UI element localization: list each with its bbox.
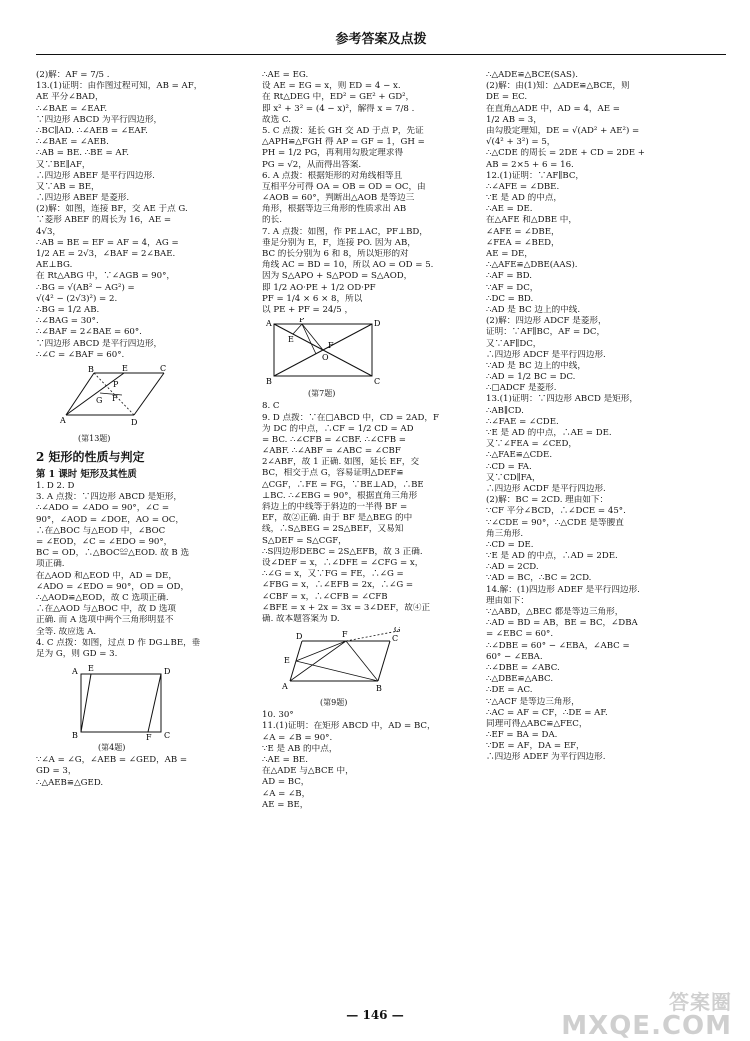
text-line: = ∠EOD，∠C = ∠EDO = 90°， — [36, 537, 173, 548]
text-line: ∴∠FAE = ∠CDE. — [486, 416, 559, 427]
text-line: ∴BC∥AD. ∴∠AEB = ∠EAF. — [36, 125, 148, 136]
text-line: 又∵∠FEA = ∠CED， — [486, 439, 578, 450]
text-line: 又∵AB = BE， — [36, 181, 100, 192]
text-line: ∴AD 是 BC 边上的中线. — [486, 304, 581, 315]
text-line: ∴△AOD≌△EOD，故 C 选项正确. — [36, 592, 169, 603]
answer-block — [36, 481, 268, 660]
text-line: 正确. 而 A 选项中两个三角形明显不 — [36, 615, 174, 626]
text-line: 全等. 故应选 A. — [36, 626, 97, 637]
text-line: 13.(1)证明：∵四边形 ABCD 是矩形， — [486, 394, 638, 405]
text-line: BC，相交于点 G，容易证明△DEF≌ — [262, 468, 404, 479]
figure-13 — [36, 363, 268, 444]
text-line: 1/2 AB = 3， — [486, 114, 542, 125]
svg-text:F: F — [328, 341, 334, 351]
section-title: 2 矩形的性质与判定 — [36, 450, 145, 465]
svg-text:F: F — [342, 630, 348, 640]
text-line: ∴DC = BD. — [486, 293, 534, 304]
text-line: ∴△DBE≌△ABC. — [486, 674, 554, 685]
svg-text:B: B — [376, 684, 382, 694]
text-line: ∴∠ADO = ∠ADO = 90°，∠C = — [36, 503, 170, 514]
text-line: = ∠EBC = 60°. — [486, 629, 554, 640]
column-2 — [262, 70, 484, 980]
text-line: 5. C 点拨：延长 GH 交 AD 于点 P，先证 — [262, 125, 424, 136]
svg-text:A: A — [72, 667, 78, 677]
text-line: 4. C 点拨：如图，过点 D 作 DG⊥BE，垂 — [36, 637, 201, 648]
text-line: 即 1/2 AO·PE + 1/2 OD·PF — [262, 282, 376, 293]
text-line: ∴CD = DE. — [486, 539, 534, 550]
text-line: ∴∠AFE = ∠DBE. — [486, 181, 560, 192]
text-line: ∴△AEB≌△GED. — [36, 777, 104, 788]
text-line: 2∠ABF，故 1 正确. 如图，延长 EF，交 — [262, 457, 420, 468]
text-line: ∴EF = BA = DA. — [486, 730, 558, 741]
text-line: 角线 AC = BD = 10，所以 AO = OD = 5. — [262, 260, 434, 271]
text-line: ∴DE = AC. — [486, 685, 533, 696]
text-line: 60° − ∠EBA. — [486, 651, 543, 662]
svg-text:D: D — [164, 667, 171, 677]
text-line: ∴AE = DE. — [486, 204, 533, 215]
svg-text:C: C — [392, 634, 399, 644]
text-line: ∴△AFE≌△DBE(AAS). — [486, 260, 578, 271]
text-line: ∵△ABD，△BEC 都是等边三角形， — [486, 607, 624, 617]
svg-text:D: D — [131, 417, 138, 427]
text-line: = BC. ∴∠CFB = ∠CBF. ∴∠CFB = — [262, 434, 406, 445]
text-line: √(4² − (2√3)²) = 2. — [36, 293, 118, 304]
text-line: ∵CF 平分∠BCD，∴∠DCE = 45°. — [486, 506, 626, 517]
text-line: 7. A 点拨：如图，作 PE⊥AC，PF⊥BD， — [262, 226, 428, 237]
text-line: 4√3， — [36, 226, 62, 237]
text-line: ∴四边形 ADEF 为平行四边形. — [486, 752, 606, 763]
text-line: ∴AE = BE. — [262, 755, 308, 766]
page-number: — 146 — — [346, 1008, 404, 1022]
text-line: AB = 2×5 + 6 = 16. — [486, 159, 574, 170]
text-line: 即 x² + 3² = (4 − x)²，解得 x = 7/8 . — [262, 103, 415, 114]
text-line: 设 AE = EG = x，则 ED = 4 − x. — [262, 81, 401, 92]
text-line: 3. A 点拨：∵四边形 ABCD 是矩形， — [36, 492, 183, 503]
text-line: ∠FBG = x，∴∠EFB = 2x，∴∠G = — [262, 580, 414, 591]
text-line: ∠ABF. ∴∠ABF = ∠ABC = ∠CBF — [262, 446, 401, 457]
text-line: 在 Rt△DEG 中，ED² = GE² + GD²， — [262, 92, 415, 103]
page-header — [36, 28, 726, 58]
figure-9 — [262, 627, 484, 708]
svg-text:G: G — [394, 627, 401, 635]
text-line: ∠A = ∠B = 90°. — [262, 732, 333, 743]
text-line: ∴∠DBE = 60° − ∠EBA，∠ABC = — [486, 640, 630, 651]
text-line: ∠AFE = ∠DBE， — [486, 226, 560, 237]
svg-text:C: C — [164, 731, 171, 741]
text-line: ∴AC = AF = CF，∴DE = AF. — [486, 707, 608, 718]
answer-block — [486, 70, 722, 764]
text-line: ∴在△BOC 与△EOD 中，∠BOC — [36, 525, 166, 536]
text-line: ∴AD = 1/2 BC = DC. — [486, 372, 576, 383]
text-line: 线，∴S△BEG = 2S△BEF，又易知 — [262, 524, 404, 535]
svg-text:A: A — [60, 415, 66, 425]
text-line: ∵△ACF 是等边三角形， — [486, 696, 580, 707]
text-line: 互相平分可得 OA = OB = OD = OC，由 — [262, 181, 426, 192]
svg-text:P: P — [113, 379, 119, 389]
svg-text:C: C — [160, 363, 166, 373]
text-line: ∵E 是 AB 的中点， — [262, 743, 338, 754]
text-line: ∴△ADE≌△BCE(SAS). — [486, 70, 578, 80]
text-line: ∴BG = 1/2 AB. — [36, 304, 100, 315]
text-line: AE = BE， — [262, 799, 309, 810]
text-line: ∴AE = EG. — [262, 70, 309, 80]
figure-4-caption: (第4题) — [98, 743, 126, 753]
text-line: 9. D 点拨：∵在□ABCD 中，CD = 2AD，F — [262, 412, 439, 423]
svg-text:E: E — [122, 363, 128, 373]
text-line: S△DEF = S△CGF， — [262, 535, 347, 546]
answer-block — [36, 70, 268, 361]
text-line: 项正确. — [36, 559, 65, 570]
figure-13-diagram — [36, 363, 166, 433]
svg-text:G: G — [96, 395, 103, 405]
text-line: ∠CBF = x，∴∠CFB = ∠CFB — [262, 591, 388, 602]
column-3 — [486, 70, 722, 980]
text-line: GD = 3， — [36, 766, 77, 777]
header-divider — [36, 54, 726, 55]
svg-text:E: E — [284, 656, 290, 666]
text-line: ∴AB = BE. ∴BE = AF. — [36, 148, 129, 159]
svg-text:O: O — [322, 353, 329, 363]
svg-text:P: P — [299, 318, 305, 325]
answer-block — [262, 401, 484, 625]
text-line: 为 DC 的中点，∴CF = 1/2 CD = AD — [262, 423, 414, 434]
text-line: ∴四边形 ABEF 是菱形. — [36, 193, 130, 204]
text-line: 在 Rt△ABG 中，∵∠AGB = 90°， — [36, 271, 175, 282]
text-line: 由勾股定理知，DE = √(AD² + AE²) = — [486, 125, 640, 136]
answer-block — [262, 710, 484, 811]
text-line: 设∠DEF = x，∴∠DFE = ∠CFG = x， — [262, 557, 424, 568]
text-line: 11.(1)证明：在矩形 ABCD 中，AD = BC， — [262, 721, 436, 732]
text-line: 以 PE + PF = 24/5 ， — [262, 304, 354, 315]
text-line: ∴□ADCF 是菱形. — [486, 383, 557, 394]
text-line: 足为 G，则 GD = 3. — [36, 648, 118, 659]
text-line: 14.解：(1)四边形 ADEF 是平行四边形. — [486, 584, 640, 595]
answer-block — [262, 70, 484, 316]
text-line: ⊥BC. ∴∠EBG = 90°，根据直角三角形 — [262, 490, 418, 501]
text-line: DE = EC. — [486, 92, 528, 103]
text-line: 垂足分别为 E，F，连接 PO. 因为 AB， — [262, 237, 416, 248]
text-line: ∴∠BAE = ∠AEB. — [36, 137, 109, 148]
text-line: ∴∠BAE = ∠EAF. — [36, 103, 108, 114]
text-line: ∵四边形 ABCD 为平行四边形， — [36, 114, 163, 125]
figure-4 — [36, 662, 268, 753]
text-line: 在△AFE 和△DBE 中， — [486, 215, 577, 226]
text-line: 理由如下： — [486, 595, 529, 606]
text-line: (2)解：如图，连接 BF，交 AE 于点 G. — [36, 204, 188, 215]
svg-text:B: B — [266, 377, 272, 387]
text-line: 确. 故本题答案为 D. — [262, 613, 340, 624]
svg-text:F: F — [146, 733, 152, 743]
text-line: ∵E 是 AD 的中点， — [486, 193, 563, 204]
text-line: ∴∠BAG = 30°. — [36, 316, 99, 327]
text-line: ∴∠BAF = 2∠BAE = 60°. — [36, 327, 142, 338]
text-line: 角三角形. — [486, 528, 524, 539]
text-line: 13.(1)证明：由作图过程可知，AB = AF， — [36, 81, 203, 92]
text-line: ∴△CDE 的周长 = 2DE + CD = 2DE + — [486, 148, 645, 159]
watermark — [561, 990, 732, 1041]
text-line: ∵AF = DC， — [486, 282, 539, 293]
text-line: 90°，∠AOD = ∠DOE，AO = OC， — [36, 514, 184, 525]
text-line: ∵菱形 ABEF 的周长为 16，AE = — [36, 215, 172, 226]
svg-text:E: E — [288, 335, 294, 345]
text-line: ∴AB∥CD. — [486, 405, 524, 416]
text-line: ∵∠CDE = 90°，∴△CDE 是等腰直 — [486, 517, 624, 528]
text-line: ∴S四边形DEBC = 2S△EFB，故 3 正确. — [262, 546, 423, 557]
text-line: ∠AOB = 60°，判断出△AOB 是等边三 — [262, 193, 415, 204]
figure-4-diagram — [36, 662, 176, 742]
svg-text:F: F — [112, 393, 118, 403]
text-line: ∴∠C = ∠BAF = 60°. — [36, 349, 125, 360]
text-line: EF，故②正确. 由于 BF 是△BEG 的中 — [262, 513, 413, 524]
watermark-text: 答案圈 — [669, 990, 732, 1014]
text-line: AD = BC， — [262, 777, 310, 788]
text-line: ∵AD 是 BC 边上的中线， — [486, 360, 586, 371]
text-line: 斜边上的中线等于斜边的一半得 BF = — [262, 502, 408, 513]
figure-9-diagram — [262, 627, 402, 697]
text-line: AE = DE， — [486, 249, 533, 259]
text-line: ∴四边形 ACDF 是平行四边形. — [486, 483, 606, 494]
figure-7-caption: (第7题) — [308, 389, 336, 399]
text-line: ∴AD = BD = AB，BE = BC，∠DBA — [486, 618, 638, 629]
text-line: AE⊥BG. — [36, 260, 73, 271]
text-line: (2)解：由(1)知：△ADE≌△BCE，则 — [486, 81, 630, 92]
text-line: ∠A = ∠B， — [262, 788, 311, 799]
text-line: ∴BG = √(AB² − AG²) = — [36, 282, 135, 293]
text-line: ∵四边形 ABCD 是平行四边形， — [36, 338, 163, 349]
text-line: (2)解：BC = 2CD. 理由如下： — [486, 495, 609, 506]
svg-text:B: B — [72, 731, 78, 741]
text-line: ∴AD = 2CD. — [486, 562, 539, 573]
svg-text:A: A — [266, 319, 272, 329]
text-line: BC = OD，∴△BOC≌△EOD. 故 B 选 — [36, 548, 190, 559]
text-line: ∴四边形 ABEF 是平行四边形. — [36, 170, 155, 181]
answer-block — [36, 755, 268, 789]
text-line: 1/2 AE = 2√3，∠BAF = 2∠BAE. — [36, 249, 176, 259]
text-line: 在△AOD 和△EOD 中，AD = DE， — [36, 570, 177, 581]
text-line: ∴∠DBE = ∠ABC. — [486, 662, 560, 673]
text-line: ∵E 是 AD 的中点，∴AD = 2DE. — [486, 551, 618, 562]
text-line: ∠ADO = ∠EDO = 90°，OD = OD， — [36, 581, 190, 592]
text-line: 8. C — [262, 401, 280, 412]
svg-text:A: A — [282, 682, 288, 692]
text-line: PH = 1/2 PG，再利用勾股定理求得 — [262, 148, 404, 159]
text-line: PG = √2，从而得出答案. — [262, 159, 362, 170]
text-line: ∠BFE = x + 2x = 3x = 3∠DEF，故④正 — [262, 602, 431, 613]
text-line: ∴∠G = x，又∵FG = FE，∴∠G = — [262, 569, 404, 580]
text-line: (2)解：AF = 7/5 . — [36, 70, 110, 80]
text-line: △APH≌△FGH 得 AP = GF = 1，GH = — [262, 137, 425, 148]
text-line: 12.(1)证明：∵AF∥BC， — [486, 170, 584, 181]
text-line: 角形，根据等边三角形的性质求出 AB — [262, 204, 407, 215]
text-line: ∠FEA = ∠BED， — [486, 237, 560, 248]
text-line: ∵AD = BC，∴BC = 2CD. — [486, 573, 592, 584]
text-line: ∴四边形 ADCF 是平行四边形. — [486, 349, 606, 360]
text-line: 又∵AF∥DC， — [486, 338, 542, 349]
text-line: ∴△FAE≌△CDE. — [486, 450, 553, 461]
text-line: ∴CD = FA. — [486, 461, 532, 472]
text-line: ∵∠A = ∠G，∠AEB = ∠GED，AB = — [36, 755, 188, 766]
column-1 — [36, 70, 268, 980]
text-line: 在△ADE 与△BCE 中， — [262, 766, 354, 777]
text-line: ∵E 是 AD 的中点，∴AE = DE. — [486, 428, 612, 438]
text-line: ∴在△AOD 与△BOC 中，故 D 选项 — [36, 604, 177, 615]
text-line: 6. A 点拨：根据矩形的对角线相等且 — [262, 170, 403, 181]
page-title: 参考答案及点拨 — [335, 32, 427, 47]
svg-text:B: B — [88, 364, 94, 374]
text-line: △CGF，∴FE = FG，∵BE⊥AD，∴BE — [262, 479, 424, 490]
text-line: √(4² + 3²) = 5， — [486, 137, 556, 148]
figure-7-diagram — [262, 318, 382, 388]
figure-7 — [262, 318, 484, 399]
lesson-title: 第 1 课时 矩形及其性质 — [36, 469, 137, 481]
svg-text:D: D — [374, 319, 381, 329]
text-line: 故选 C. — [262, 114, 291, 125]
text-line: AE 平分∠BAD， — [36, 92, 104, 103]
figure-9-caption: (第9题) — [320, 698, 348, 708]
text-line: 又∵CD∥FA， — [486, 472, 541, 483]
text-line: 证明：∵AF∥BC，AF = DC， — [486, 327, 606, 338]
text-line: ∴AB = BE = EF = AF = 4，AG = — [36, 237, 179, 248]
watermark-url: MXQE.COM — [561, 1011, 732, 1041]
text-line: ∴AF = BD. — [486, 271, 532, 282]
figure-13-caption: (第13题) — [78, 433, 111, 443]
text-line: 1. D 2. D — [36, 481, 75, 492]
text-line: 因为 S△APO + S△POD = S△AOD， — [262, 271, 413, 282]
svg-text:D: D — [296, 632, 303, 642]
svg-text:C: C — [374, 377, 381, 387]
text-line: 10. 30° — [262, 710, 294, 721]
text-line: PF = 1/4 × 6 × 8，所以 — [262, 293, 363, 304]
text-line: 在直角△ADE 中，AD = 4，AE = — [486, 103, 620, 114]
text-line: (2)解：四边形 ADCF 是菱形， — [486, 316, 607, 327]
text-line: ∵DE = AF，DA = EF， — [486, 741, 585, 752]
svg-text:E: E — [88, 664, 94, 674]
text-line: 同理可得△ABC≌△FEC， — [486, 718, 588, 729]
text-line: 的长. — [262, 215, 282, 226]
text-line: 又∵BE∥AF， — [36, 159, 91, 170]
text-line: BC 的长分别为 6 和 8，所以矩形的对 — [262, 249, 409, 259]
